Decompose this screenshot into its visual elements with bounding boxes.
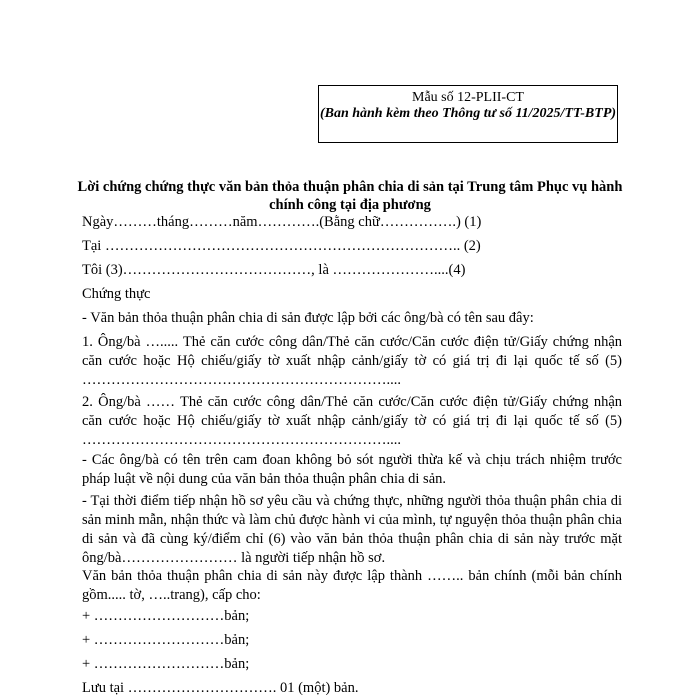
receipt-paragraph: - Tại thời điểm tiếp nhận hồ sơ yêu cầu và chứng thực, những người thỏa thuận phân chia di sản minh mẫn, nhận thức và làm chủ được hành vi của mình, tự nguyện thỏa thuận phân chia di sản và đã cùng ký/điểm chỉ (6) vào văn bản thỏa thuận phân chia di sản này trước mặt ông/bà…………………… là người tiếp nhận hồ sơ. bbox=[82, 493, 622, 566]
form-code: Mẫu số 12-PLII-CT bbox=[412, 90, 524, 105]
form-code-box bbox=[318, 85, 618, 143]
officer-line: Tôi (3)…………………………………, là …………………....(4) bbox=[82, 262, 466, 278]
date-line: Ngày………tháng………năm………….(Bằng chữ…………….) (1) bbox=[82, 214, 482, 230]
copy-line-2: + ………………………bản; bbox=[82, 632, 250, 648]
issued-note: (Ban hành kèm theo Thông tư số 11/2025/TT-BTP) bbox=[319, 106, 617, 121]
copy-line-3: + ………………………bản; bbox=[82, 656, 250, 672]
copies-paragraph: Văn bản thỏa thuận phân chia di sản này được lập thành …….. bản chính (mỗi bản chính gồm..... tờ, …..trang), cấp cho: bbox=[82, 568, 622, 603]
commitment-paragraph: - Các ông/bà có tên trên cam đoan không bỏ sót người thừa kế và chịu trách nhiệm trước pháp luật về nội dung của văn bản thỏa thuận phân chia di sản. bbox=[82, 452, 622, 487]
certify-heading: Chứng thực bbox=[82, 286, 151, 302]
place-line: Tại ……………………………………………………………….. (2) bbox=[82, 238, 481, 254]
party-1: 1. Ông/bà …..... Thẻ căn cước công dân/Thẻ căn cước/Căn cước điện tử/Giấy chứng nhận căn cước hoặc Hộ chiếu/giấy tờ xuất nhập cảnh/giấy tờ có giá trị đi lại quốc tế số (5) ……………………………………………………….... bbox=[82, 334, 622, 388]
document-title: Lời chứng chứng thực văn bản thỏa thuận phân chia di sản tại Trung tâm Phục vụ hành chính công tại địa phương bbox=[77, 179, 623, 213]
archive-line: Lưu tại …………………………. 01 (một) bản. bbox=[82, 680, 359, 696]
intro-line: - Văn bản thỏa thuận phân chia di sản được lập bởi các ông/bà có tên sau đây: bbox=[82, 310, 534, 326]
copy-line-1: + ………………………bản; bbox=[82, 608, 250, 624]
party-2: 2. Ông/bà …… Thẻ căn cước công dân/Thẻ căn cước/Căn cước điện tử/Giấy chứng nhận căn cước hoặc Hộ chiếu/giấy tờ xuất nhập cảnh/giấy tờ có giá trị đi lại quốc tế số (5) ……………………………………………………….... bbox=[82, 394, 622, 448]
